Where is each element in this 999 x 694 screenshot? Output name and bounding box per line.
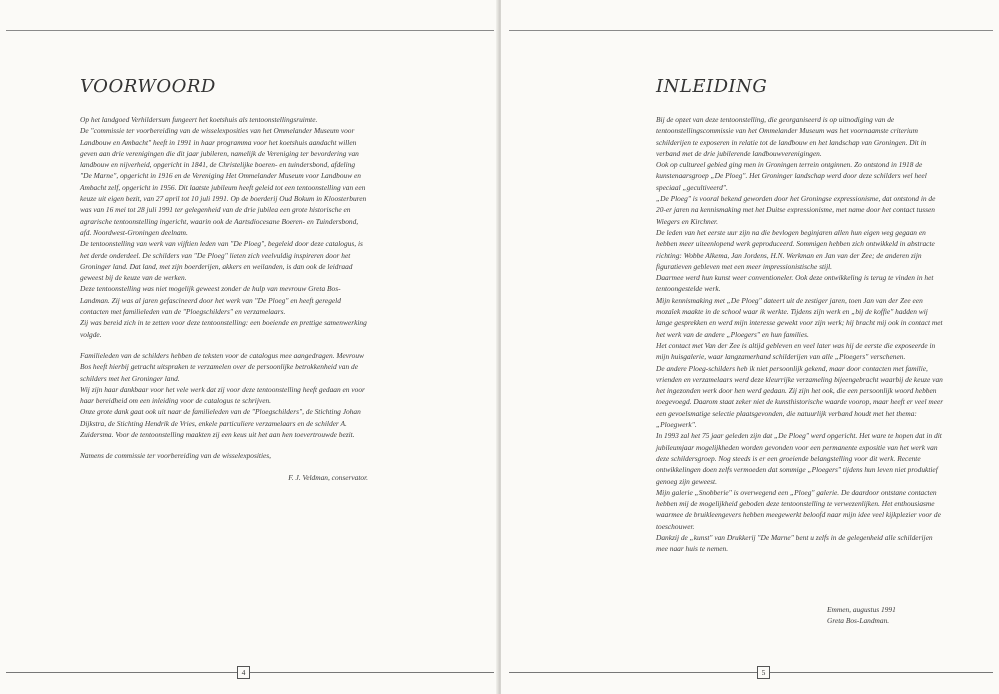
paragraph: De "commissie ter voorbereiding van de wisselexposities van het Ommelander Museum voor Landbouw en Ambacht" heeft in 1991 in haar programma voor het koetshuis aandacht willen geven aan drie verenigingen die dit jaar jubileren, namelijk de Vereniging ter bevordering van landbouw en nijverheid, opgericht in 1841, de Christelijke boeren- en tuindersbond, afdeling "De Marne", opgericht in 1916 en de Vereniging Het Ommelander Museum voor Landbouw en Ambacht zelf, opgericht in 1956. Dit laatste jubileum heeft geleid tot een tentoonstelling van een keuze uit eigen bezit, van 27 april tot 10 juli 1991. Op de boerderij Oud Bokum in Kloosterburen was van 16 mei tot 28 juli 1991 ter gelegenheid van de drie jubilea een grote historische en agrarische tentoonstelling ingericht, waarin ook de Aartsdiocesane Boeren- en Tuindersbond, afd. Noordwest-Groningen deelnam. (80, 126, 367, 237)
paragraph: Het contact met Van der Zee is altijd gebleven en veel later was hij de eerste die exposeerde in mijn huisgalerie, waar langzamerhand schilderijen van alle „Ploegers" verschenen. (656, 340, 936, 362)
place-date: Emmen, augustus 1991 (827, 605, 896, 614)
top-rule (509, 30, 993, 31)
heading-inleiding: INLEIDING (656, 76, 768, 97)
paragraph: De tentoonstelling van werk van vijftien leden van "De Ploeg", begeleid door deze catalogus, is het derde onderdeel. De schilders van "De Ploeg" lieten zich veelvuldig inspireren door het Groninger land. Dat land, met zijn boerderijen, akkers en weilanden, is dan ook de leidraad geweest bij de keuze van de werken. (80, 239, 363, 283)
paragraph: In 1993 zal het 75 jaar geleden zijn dat „De Ploeg" werd opgericht. Het ware te hopen dat in dit jubileumjaar mogelijkheden worden gevonden voor een permanente expositie van het werk van deze schildersgroep. Nog steeds is er een groeiende belangstelling voor dit werk. Recente ontwikkelingen doen zelfs vermoeden dat sommige „Ploegers" tijdens hun leven niet produktief genoeg zijn geweest. (656, 431, 942, 486)
paragraph: Ook op cultureel gebied ging men in Groningen terrein ontginnen. Zo ontstond in 1918 de kunstenaarsgroep „De Ploeg". Het Groninger landschap werd door deze schilders wel heel speciaal „gecultiveerd". (656, 160, 927, 192)
right-page (501, 0, 999, 694)
top-rule (6, 30, 494, 31)
paragraph: Daarmee werd hun kunst weer conventioneler. Ook deze ontwikkeling is terug te vinden in het tentoongestelde werk. (656, 273, 934, 294)
paragraph: Zij was bereid zich in te zetten voor deze tentoonstelling: een boeiende en prettige samenwerking volgde. (80, 318, 367, 339)
paragraph: De leden van het eerste uur zijn na die bevlogen beginjaren allen hun eigen weg gegaan en hebben meer uiteenlopend werk geproduceerd. Sommigen hebben zich ontwikkeld in abstracte richting: Wobbe Alkema, Jan Jordens, H.N. Werkman en Jan van der Zee; de anderen zijn figuratieven gebleven met een meer impressionistische stijl. (656, 227, 935, 271)
paragraph: Deze tentoonstelling was niet mogelijk geweest zonder de hulp van mevrouw Greta Bos-Landman. Zij was al jaren gefascineerd door het werk van "De Ploeg" en heeft geregeld contacten met familieleden van de "Ploegschilders" en verzamelaars. (80, 284, 341, 317)
paragraph: Mijn galerie „Snobberie" is overwegend een „Ploeg" galerie. De daardoor ontstane contacten hebben mij de mogelijkheid geboden deze tentoonstelling te verwezenlijken. Het enthousiasme waarmee de bruikleengevers hebben meegewerkt beloofd naar mijn idee veel kijkplezier voor de toeschouwer. (656, 487, 941, 531)
closing-line: Namens de commissie ter voorbereiding van de wisselexposities, (80, 451, 272, 461)
inleiding-body (656, 114, 946, 555)
page-number: 5 (757, 666, 770, 679)
page-number: 4 (237, 666, 250, 679)
paragraph: De andere Ploeg-schilders heb ik niet persoonlijk gekend, maar door contacten met familie, vrienden en verzamelaars werd deze kleurrijke verzameling bijeengebracht waarbij de keuze van het ingezonden werk door hen werd gedaan. Zij zijn het ook, die een persoonlijk woord hebben toegevoegd. Daarom staat zeker niet de kunsthistorische waarde voorop, maar heeft er veel meer een gevoelsmatige selectie plaatsgevonden, die natuurlijk verband houdt met het thema: „Ploegwerk". (656, 363, 944, 430)
left-page (0, 0, 498, 694)
bottom-rule (509, 672, 993, 673)
author-block (827, 604, 896, 627)
paragraph: Mijn kennismaking met „De Ploeg" dateert uit de zestiger jaren, toen Jan van der Zee een mozaïek maakte in de school waar ik werkte. Tijdens zijn werk en „bij de koffie" hadden wij lange gesprekken en werd mijn interesse gewekt voor zijn werk; hij bracht mij ook in contact met het werk van de andere „Ploegers" en hun families. (656, 295, 943, 339)
voorwoord-body (80, 114, 368, 483)
bottom-rule (6, 672, 494, 673)
paragraph: Dankzij de „kunst" van Drukkerij "De Marne" bent u zelfs in de gelegenheid alle schilderijen mee naar huis te nemen. (656, 532, 933, 554)
paragraph: Onze grote dank gaat ook uit naar de familieleden van de "Ploegschilders", de Stichting Johan Dijkstra, de Stichting Hendrik de Vries, enkele particuliere verzamelaars en de schilder A. Zuidersma. Voor de tentoonstelling maakten zij een keus uit het aan hen toevertrouwde bezit. (80, 407, 361, 440)
signature: F. J. Veldman, conservator. (288, 472, 368, 482)
heading-voorwoord: VOORWOORD (80, 76, 216, 97)
paragraph: Familieleden van de schilders hebben de teksten voor de catalogus mee aangedragen. Mevrouw Bos heeft hierbij getracht uitspraken te verzamelen over de persoonlijke betrokkenheid van de schilders met het Groninger land. (80, 350, 364, 383)
paragraph: Bij de opzet van deze tentoonstelling, die georganiseerd is op uitnodiging van de tentoonstellingscommissie van het Ommelander Museum was het voornaamste criterium schilderijen te exposeren in relatie tot de landbouw en het landschap van Groningen. Dit in verband met de drie jubilerende landbouwverenigingen. (656, 115, 927, 158)
paragraph: Op het landgoed Verhildersum fungeert het koetshuis als tentoonstellingsruimte. (80, 115, 318, 124)
author-name: Greta Bos-Landman. (827, 616, 890, 626)
paragraph: Wij zijn haar dankbaar voor het vele werk dat zij voor deze tentoonstelling heeft gedaan en voor haar bereidheid om een inleiding voor de catalogus te schrijven. (80, 384, 365, 406)
paragraph: „De Ploeg" is vooral bekend geworden door het Groningse expressionisme, dat ontstond in de 20-er jaren na kennismaking met het Duitse expressionisme, met name door het contact tussen Wiegers en Kirchner. (656, 194, 936, 226)
